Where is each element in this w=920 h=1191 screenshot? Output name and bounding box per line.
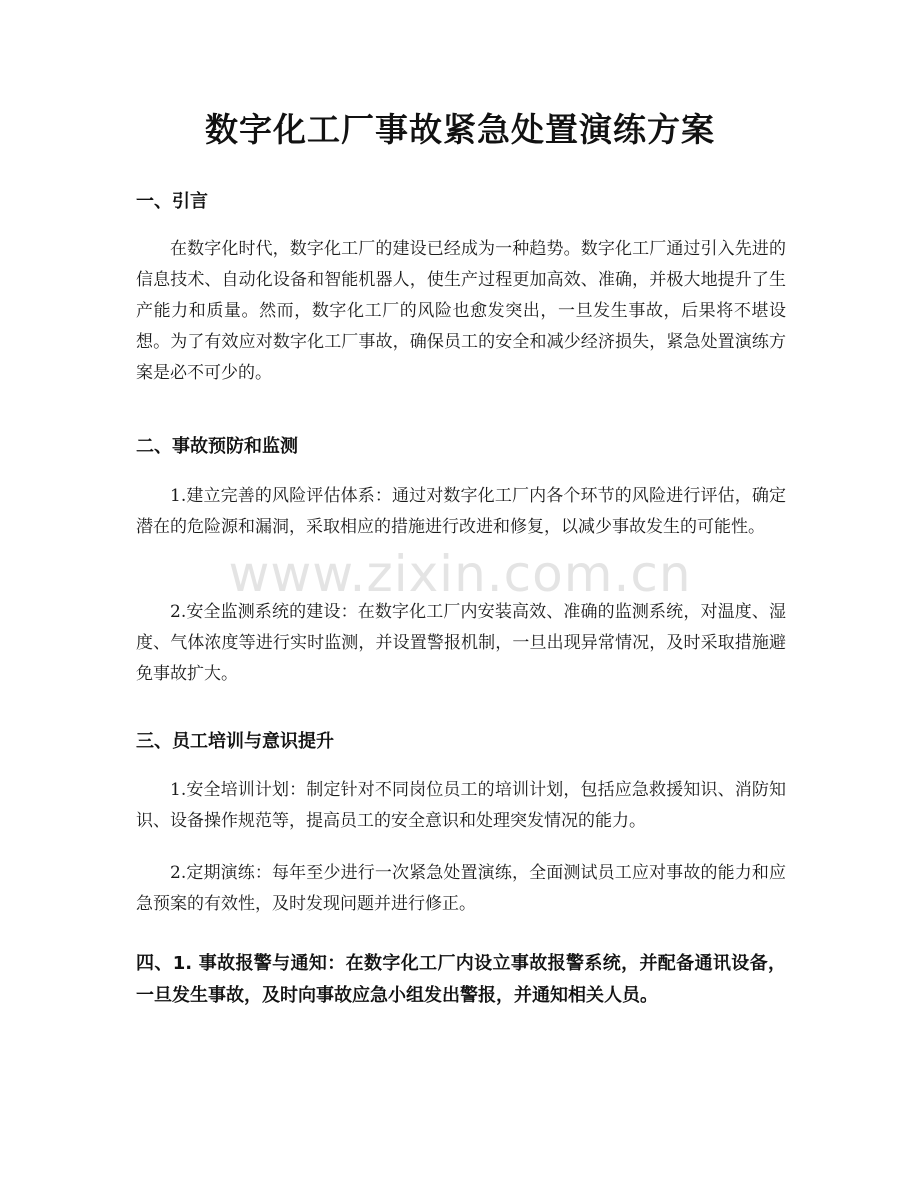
training-paragraph-1: 1.安全培训计划：制定针对不同岗位员工的培训计划，包括应急救援知识、消防知识、设备操作规范等，提高员工的安全意识和处理突发情况的能力。 <box>136 780 786 831</box>
section-heading-training: 三、员工培训与意识提升 <box>136 731 334 752</box>
document-title: 数字化工厂事故紧急处置演练方案 <box>205 110 715 149</box>
section-heading-intro: 一、引言 <box>136 191 208 212</box>
watermark: www.zixin.com.cn <box>228 545 692 603</box>
training-paragraph-2: 2.定期演练：每年至少进行一次紧急处置演练，全面测试员工应对事故的能力和应急预案的有效性，及时发现问题并进行修正。 <box>136 863 786 914</box>
intro-paragraph: 在数字化时代，数字化工厂的建设已经成为一种趋势。数字化工厂通过引入先进的信息技术、自动化设备和智能机器人，使生产过程更加高效、准确，并极大地提升了生产能力和质量。然而，数字化工厂的风险也愈发突出，一旦发生事故，后果将不堪设想。为了有效应对数字化工厂事故，确保员工的安全和减少经济损失，紧急处置演练方案是必不可少的。 <box>136 239 786 383</box>
section-heading-alarm: 四、1. 事故报警与通知：在数字化工厂内设立事故报警系统，并配备通讯设备，一旦发生事故，及时向事故应急小组发出警报，并通知相关人员。 <box>136 953 786 1006</box>
section-heading-prevention: 二、事故预防和监测 <box>136 436 298 457</box>
prevention-paragraph-1: 1.建立完善的风险评估体系：通过对数字化工厂内各个环节的风险进行评估，确定潜在的危险源和漏洞，采取相应的措施进行改进和修复，以减少事故发生的可能性。 <box>136 486 786 537</box>
prevention-paragraph-2: 2.安全监测系统的建设：在数字化工厂内安装高效、准确的监测系统，对温度、湿度、气体浓度等进行实时监测，并设置警报机制，一旦出现异常情况，及时采取措施避免事故扩大。 <box>136 602 786 684</box>
